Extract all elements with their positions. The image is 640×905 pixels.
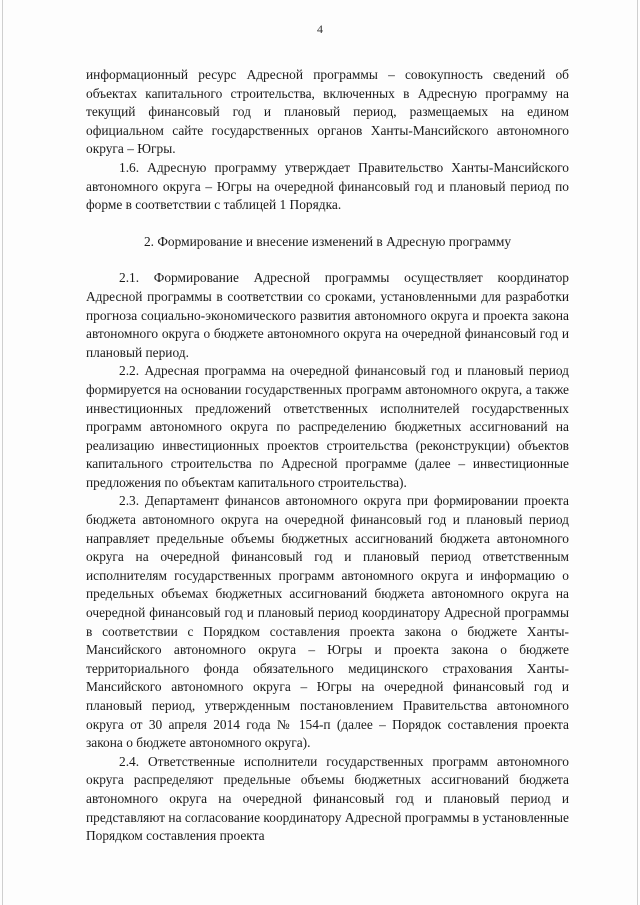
page-left-edge [2,0,3,905]
paragraph-continuation: информационный ресурс Адресной программы – совокупность сведений об объектах капитального строительства, включенных в Адресную программу на текущий финансовый год и плановый период, размещаемых на едином официальном сайте государственных органов Ханты-Мансийского автономного округа – Югры. [86,67,569,157]
paragraph-1-6: 1.6. Адресную программу утверждает Правительство Ханты-Мансийского автономного округа – Югры на очередной финансовый год и плановый период по форме в соответствии с таблицей 1 Порядка. [86,159,569,213]
paragraph-2-3: 2.3. Департамент финансов автономного округа при формировании проекта бюджета автономного округа на очередной финансовый год и плановый период направляет предельные объемы бюджетных ассигнований бюджета автономного округа на очередной финансовый год и плановый период ответственным исполнителям государственных программ автономного округа и информацию о предельных объемах бюджетных ассигнований бюджета автономного округа на очередной финансовый год и плановый период координатору Адресной программы в соответствии с Порядком составления проекта закона о бюджете Ханты-Мансийского автономного округа – Югры и проекта закона о бюджете территориального фонда обязательного медицинского страхования Ханты-Мансийского автономного округа – Югры на очередной финансовый год и плановый период, утвержденным постановлением Правительства автономного округа от 30 апреля 2014 года № 154-п (далее – Порядок составления проекта закона о бюджете автономного округа). [86,493,569,751]
page-right-edge [637,0,638,905]
page-number: 4 [317,22,323,36]
paragraph-2-2: 2.2. Адресная программа на очередной финансовый год и плановый период формируется на основании государственных программ автономного округа, а также инвестиционных предложений ответственных исполнителей государственных программ автономного округа по распределению бюджетных ассигнований на реализацию инвестиционных проектов строительства (реконструкции) объектов капитального строительства по Адресной программе (далее – инвестиционные предложения по объектам капитального строительства). [86,363,569,490]
document-body [86,66,569,846]
section-heading: 2. Формирование и внесение изменений в Адресную программу [143,233,512,249]
paragraph-2-1: 2.1. Формирование Адресной программы осуществляет координатор Адресной программы в соответствии со сроками, установленными для разработки прогноза социально-экономического развития автономного округа и проекта закона автономного округа о бюджете автономного округа на очередной финансовый год и плановый период. [86,270,569,360]
paragraph-2-4: 2.4. Ответственные исполнители государственных программ автономного округа распределяют предельные объемы бюджетных ассигнований бюджета автономного округа на очередной финансовый год и плановый период и представляют на согласование координатору Адресной программы в установленные Порядком составления проекта [86,753,569,844]
